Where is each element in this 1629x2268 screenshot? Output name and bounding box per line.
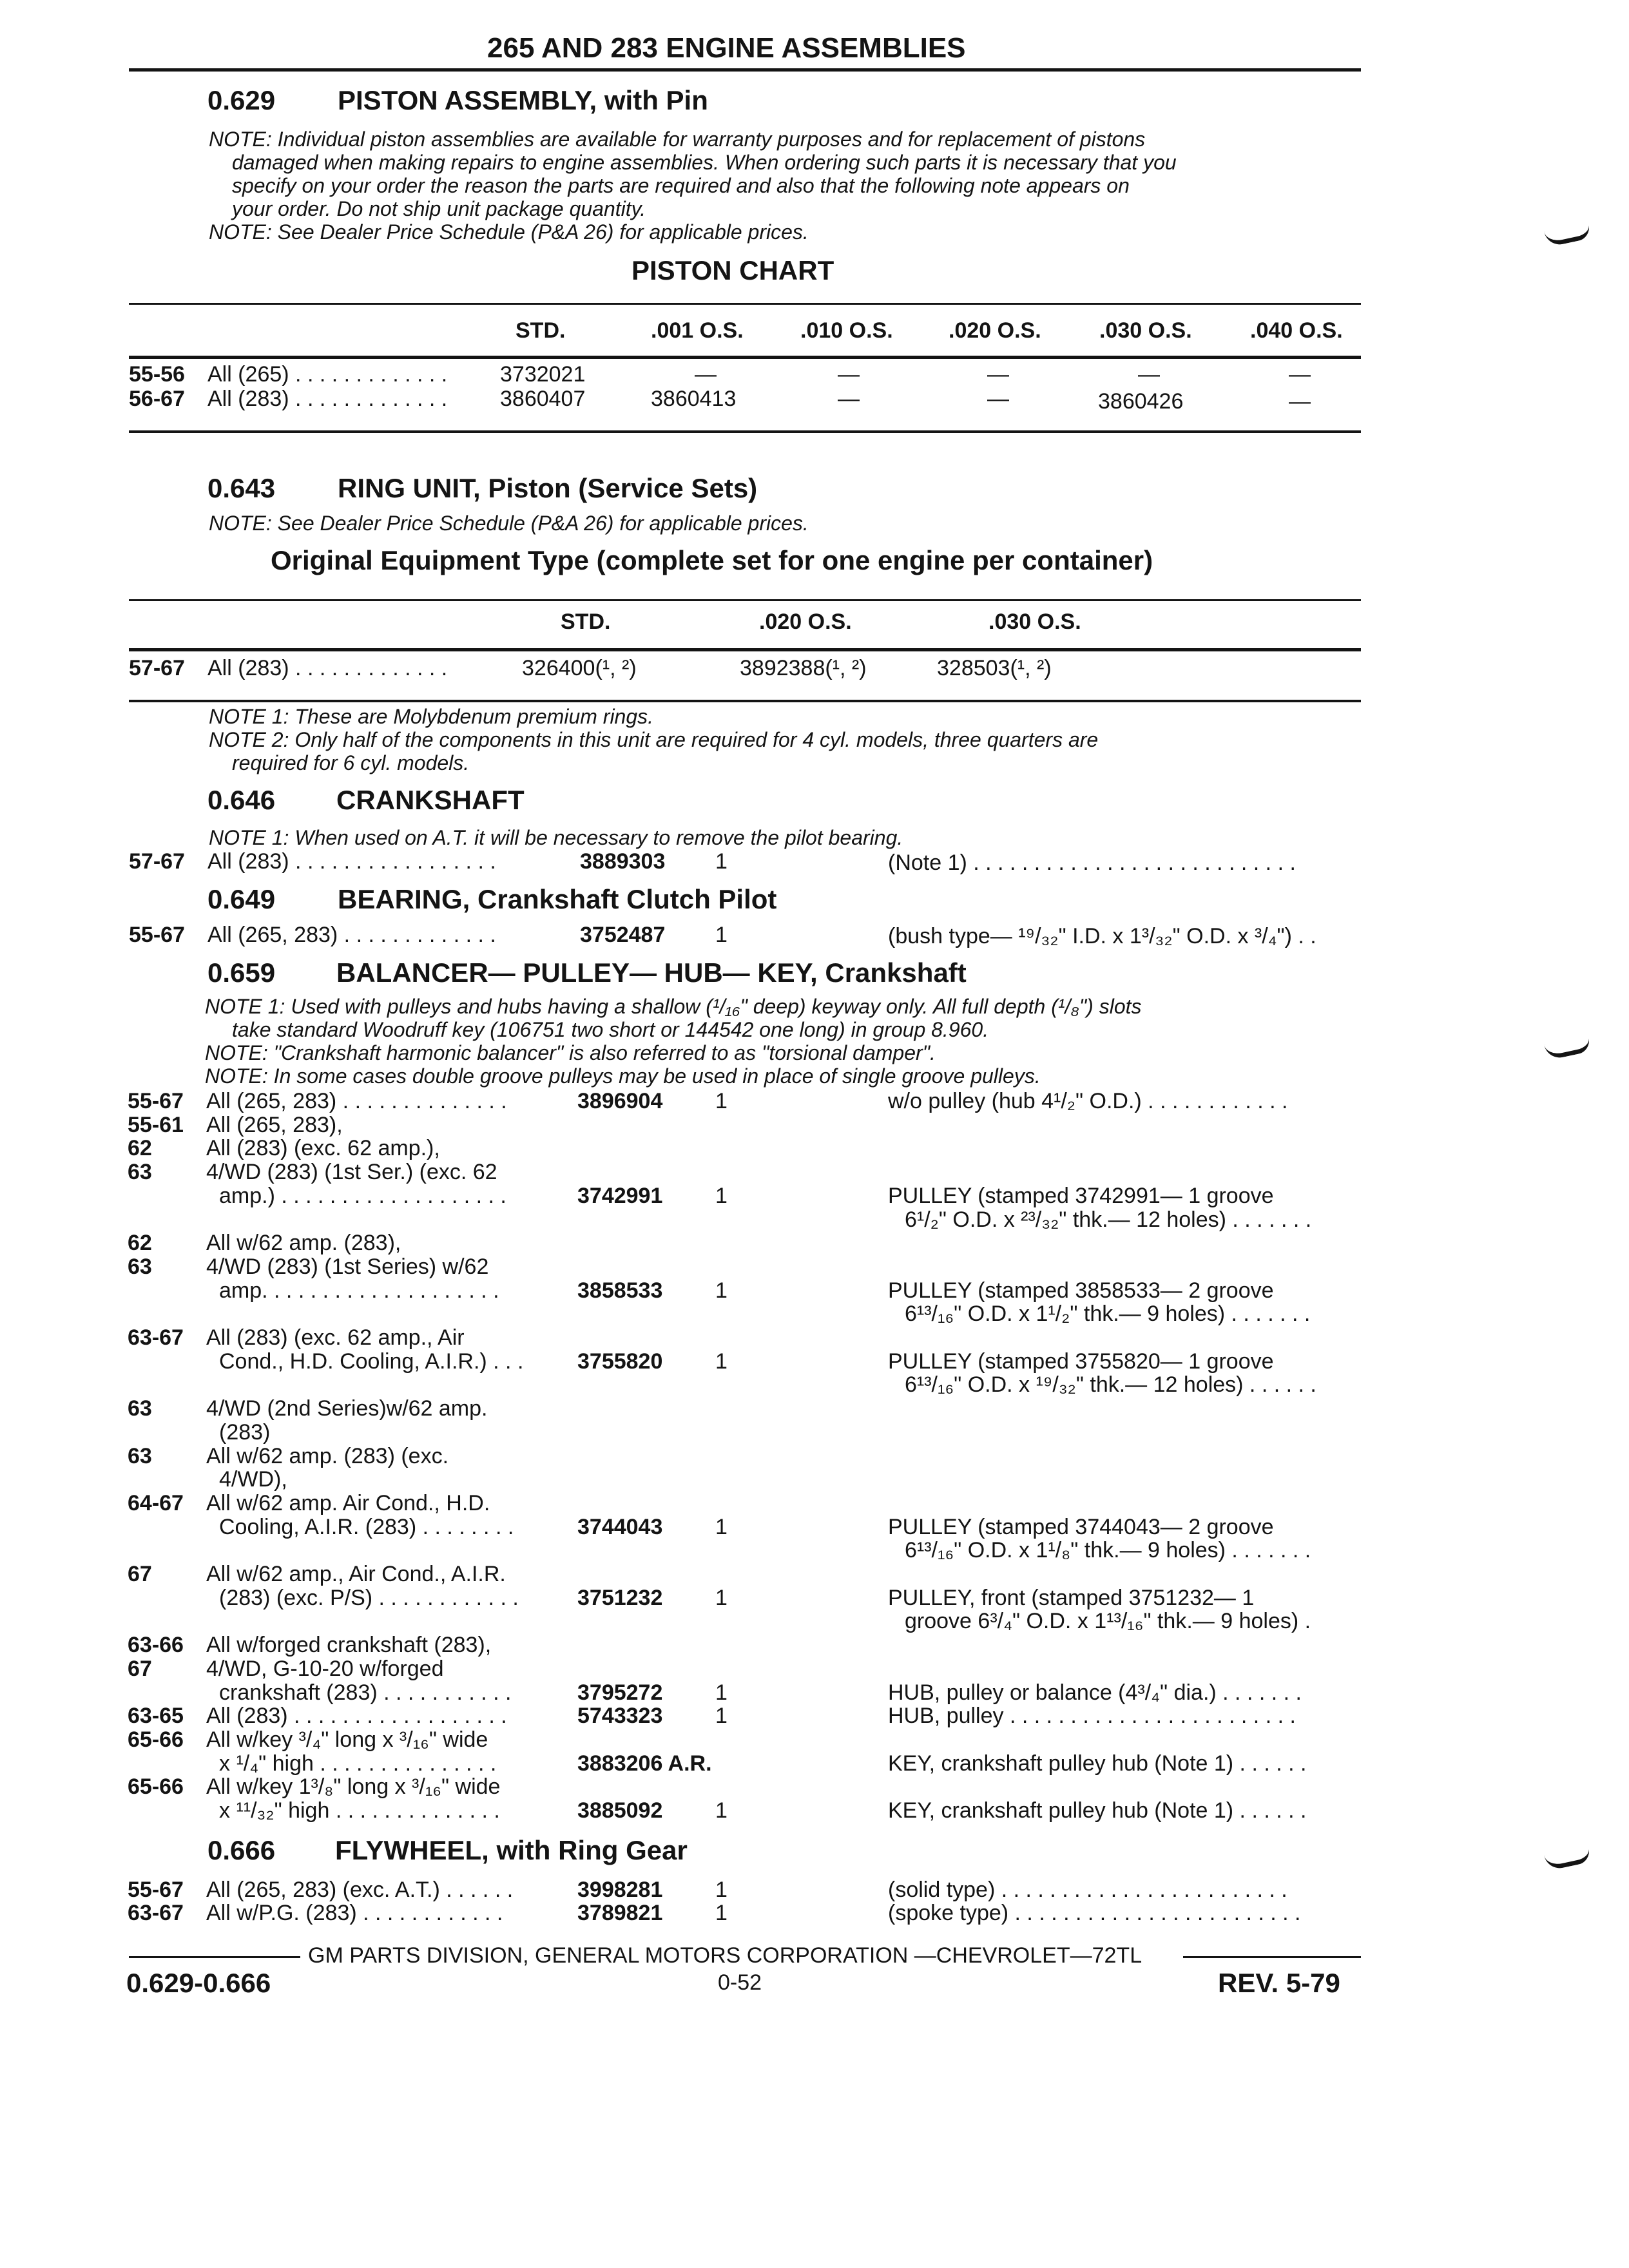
cell: 326400(¹, ²) (522, 656, 637, 680)
table-rule (129, 648, 1361, 651)
row-years: 55-67 (129, 923, 185, 947)
cell: — (1289, 389, 1311, 414)
row-desc: (283) (exc. P/S) . . . . . . . . . . . . (219, 1585, 519, 1610)
part-number: 3885092 (577, 1798, 663, 1823)
row-desc: Cooling, A.I.R. (283) . . . . . . . . (219, 1514, 514, 1539)
part-number: 3896904 (577, 1089, 663, 1113)
note-line: NOTE: Individual piston assemblies are available for warranty purposes and for replacement of pistons (209, 128, 1146, 151)
row-years: 56-67 (129, 387, 185, 411)
note-line: NOTE 1: When used on A.T. it will be necessary to remove the pilot bearing. (209, 826, 903, 849)
row-years: 65-66 (128, 1774, 184, 1800)
remark: KEY, crankshaft pulley hub (Note 1) . . . . . . (888, 1798, 1307, 1823)
table-rule (129, 356, 1361, 359)
part-number: 3751232 (577, 1585, 663, 1610)
quantity: 1 (715, 1278, 728, 1303)
row-years: 57-67 (129, 849, 185, 874)
row-desc: All (265, 283) . . . . . . . . . . . . . . (206, 1089, 507, 1113)
column-header: .010 O.S. (800, 318, 893, 343)
row-years: 64-67 (128, 1490, 184, 1515)
binder-mark (1544, 1846, 1592, 1871)
table-rule (129, 303, 1361, 305)
footer-publisher: GM PARTS DIVISION, GENERAL MOTORS CORPORATION —CHEVROLET—72TL (308, 1943, 1142, 1968)
row-desc: amp.) . . . . . . . . . . . . . . . . . . . (219, 1183, 506, 1208)
row-years: 63 (128, 1396, 152, 1421)
quantity: 1 (715, 1349, 728, 1374)
section-number-0643: 0.643 (207, 473, 276, 503)
remark: 6¹³/₁₆" O.D. x 1¹/₂" thk.— 9 holes) . . . . . . . (905, 1302, 1311, 1327)
section-number-0666: 0.666 (207, 1835, 276, 1865)
cell: 3732021 (500, 362, 586, 387)
row-desc: All (283) (exc. 62 amp., Air (206, 1325, 465, 1350)
quantity: 1 (715, 1089, 728, 1113)
row-years: 63-65 (128, 1704, 184, 1729)
remark: 6¹³/₁₆" O.D. x 1¹/₈" thk.— 9 holes) . . . . . . . (905, 1538, 1311, 1563)
remark: 6¹³/₁₆" O.D. x ¹⁹/₃₂" thk.— 12 holes) . . . . . . (905, 1372, 1316, 1398)
part-number: 3998281 (577, 1878, 663, 1902)
part-number: 3752487 (580, 923, 666, 947)
quantity: 1 (715, 1183, 728, 1208)
row-years: 63 (128, 1160, 152, 1185)
row-desc: All (265, 283) (exc. A.T.) . . . . . . (206, 1878, 514, 1902)
row-years: 63-67 (128, 1901, 184, 1925)
note-line: NOTE: See Dealer Price Schedule (P&A 26) for applicable prices. (209, 512, 809, 535)
row-desc: 4/WD (283) (1st Series) w/62 (206, 1254, 489, 1279)
section-title-0666: FLYWHEEL, with Ring Gear (335, 1835, 688, 1865)
note-line: NOTE 1: Used with pulleys and hubs having a shallow (¹/₁₆" deep) keyway only. All full depth (¹/₈") slots (205, 995, 1142, 1018)
remark: PULLEY (stamped 3742991— 1 groove (888, 1183, 1274, 1208)
ring-chart-title: Original Equipment Type (complete set for one engine per container) (271, 545, 1153, 575)
note-line: NOTE: "Crankshaft harmonic balancer" is also referred to as "torsional damper". (205, 1041, 936, 1064)
section-number-0646: 0.646 (207, 785, 276, 815)
note-line: specify on your order the reason the parts are required and also that the following note appears on (232, 174, 1130, 197)
row-desc: All (283) (exc. 62 amp.), (206, 1136, 440, 1161)
note-line: NOTE 2: Only half of the components in this unit are required for 4 cyl. models, three quarters are (209, 728, 1099, 751)
binder-mark (1544, 222, 1592, 247)
section-number-0629: 0.629 (207, 85, 276, 115)
cell: — (838, 362, 860, 387)
column-header: .020 O.S. (949, 318, 1041, 343)
remark: KEY, crankshaft pulley hub (Note 1) . . . . . . (888, 1751, 1307, 1776)
section-number-0649: 0.649 (207, 884, 276, 914)
section-number-0659: 0.659 (207, 957, 276, 988)
row-desc: All w/key 1³/₈" long x ³/₁₆" wide (206, 1774, 501, 1800)
binder-mark (1544, 1035, 1592, 1061)
remark: (solid type) . . . . . . . . . . . . . . . . . . . . . . . . (888, 1878, 1287, 1902)
section-title-0646: CRANKSHAFT (336, 785, 525, 815)
row-desc: Cond., H.D. Cooling, A.I.R.) . . . (219, 1349, 524, 1374)
cell: — (987, 387, 1009, 411)
row-desc: All (265, 283) . . . . . . . . . . . . . (207, 923, 496, 947)
quantity: 1 (715, 849, 728, 874)
page-title: 265 AND 283 ENGINE ASSEMBLIES (487, 32, 966, 64)
remark: (Note 1) . . . . . . . . . . . . . . . . . . . . . . . . . . . (888, 850, 1296, 875)
part-number: 3742991 (577, 1183, 663, 1208)
row-years: 63-66 (128, 1633, 184, 1658)
page-number: 0-52 (718, 1970, 762, 1995)
row-years: 57-67 (129, 656, 185, 680)
column-header: .020 O.S. (759, 610, 852, 634)
row-desc: All w/62 amp. (283) (exc. (206, 1443, 449, 1468)
row-desc: (283) (219, 1419, 271, 1445)
quantity: 1 (715, 1878, 728, 1902)
cell: — (1289, 362, 1311, 387)
column-header: STD. (516, 318, 566, 343)
remark: PULLEY, front (stamped 3751232— 1 (888, 1585, 1255, 1610)
section-title-0659: BALANCER— PULLEY— HUB— KEY, Crankshaft (336, 957, 967, 988)
remark: (spoke type) . . . . . . . . . . . . . . . . . . . . . . . . (888, 1901, 1301, 1925)
section-title-0643: RING UNIT, Piston (Service Sets) (338, 473, 758, 503)
part-number: 3858533 (577, 1278, 663, 1303)
footer-revision: REV. 5-79 (1218, 1968, 1340, 1998)
quantity: 1 (715, 1585, 728, 1610)
remark: (bush type— ¹⁹/₃₂" I.D. x 1³/₃₂" O.D. x ³/₄") . . (888, 924, 1316, 948)
row-years: 55-61 (128, 1112, 184, 1137)
quantity: 1 (715, 1514, 728, 1539)
row-years: 65-66 (128, 1727, 184, 1752)
row-desc: All (283) . . . . . . . . . . . . . . . . . (207, 849, 496, 874)
row-desc: crankshaft (283) . . . . . . . . . . . (219, 1680, 512, 1705)
quantity: 1 (715, 1680, 728, 1705)
row-years: 63 (128, 1443, 152, 1468)
cell: 3860426 (1098, 389, 1184, 414)
part-number: 3889303 (580, 849, 666, 874)
row-desc: amp. . . . . . . . . . . . . . . . . . . . (219, 1278, 499, 1303)
remark: HUB, pulley or balance (4³/₄" dia.) . . . . . . . (888, 1680, 1302, 1705)
remark: 6¹/₂" O.D. x ²³/₃₂" thk.— 12 holes) . . . . . . . (905, 1207, 1312, 1232)
part-number: 3795272 (577, 1680, 663, 1705)
row-desc: x ¹/₄" high . . . . . . . . . . . . . . . (219, 1751, 497, 1776)
remark: PULLEY (stamped 3858533— 2 groove (888, 1278, 1274, 1303)
row-desc: All (283) . . . . . . . . . . . . . . . . . . (206, 1704, 507, 1729)
part-number: 3744043 (577, 1514, 663, 1539)
column-header: STD. (561, 610, 611, 634)
row-desc: All (283) . . . . . . . . . . . . . (207, 656, 448, 680)
table-rule (129, 430, 1361, 433)
row-desc: All w/62 amp., Air Cond., A.I.R. (206, 1562, 506, 1586)
column-header: .030 O.S. (988, 610, 1081, 634)
row-years: 63-67 (128, 1325, 184, 1350)
row-years: 55-67 (128, 1878, 184, 1902)
cell: 3860413 (651, 387, 737, 411)
section-title-0649: BEARING, Crankshaft Clutch Pilot (338, 884, 777, 914)
note-line: NOTE 1: These are Molybdenum premium rings. (209, 705, 654, 728)
row-years: 62 (128, 1136, 152, 1161)
row-desc: 4/WD, G-10-20 w/forged (206, 1656, 444, 1681)
row-desc: 4/WD), (219, 1467, 287, 1492)
row-years: 67 (128, 1562, 152, 1586)
part-number: 3755820 (577, 1349, 663, 1374)
footer-rule-left (129, 1956, 300, 1958)
row-desc: All w/62 amp. Air Cond., H.D. (206, 1490, 490, 1515)
row-years: 67 (128, 1656, 152, 1681)
remark: groove 6³/₄" O.D. x 1¹³/₁₆" thk.— 9 holes) . (905, 1609, 1311, 1634)
footer-range: 0.629-0.666 (126, 1968, 271, 1998)
part-number: 5743323 (577, 1704, 663, 1729)
remark: HUB, pulley . . . . . . . . . . . . . . . . . . . . . . . . (888, 1704, 1296, 1729)
row-years: 62 (128, 1231, 152, 1256)
row-desc: All (265) . . . . . . . . . . . . . (207, 362, 448, 387)
remark: PULLEY (stamped 3755820— 1 groove (888, 1349, 1274, 1374)
row-years: 55-56 (129, 362, 185, 387)
cell: — (695, 362, 717, 387)
row-desc: 4/WD (2nd Series)w/62 amp. (206, 1396, 488, 1421)
note-line: damaged when making repairs to engine assemblies. When ordering such parts it is necessary that you (232, 151, 1177, 174)
row-desc: x ¹¹/₃₂" high . . . . . . . . . . . . . . (219, 1798, 500, 1823)
row-desc: All w/62 amp. (283), (206, 1231, 401, 1256)
row-years: 55-67 (128, 1089, 184, 1113)
cell: — (987, 362, 1009, 387)
note-line: take standard Woodruff key (106751 two short or 144542 one long) in group 8.960. (232, 1018, 989, 1041)
quantity: 1 (715, 1798, 728, 1823)
cell: 3892388(¹, ²) (740, 656, 867, 680)
cell: — (838, 387, 860, 411)
part-number: 3883206 A.R. (577, 1751, 712, 1776)
remark: PULLEY (stamped 3744043— 2 groove (888, 1514, 1274, 1539)
quantity: 1 (715, 1901, 728, 1925)
row-desc: All w/P.G. (283) . . . . . . . . . . . . (206, 1901, 503, 1925)
quantity: 1 (715, 1704, 728, 1729)
note-line: NOTE: In some cases double groove pulleys may be used in place of single groove pulleys. (205, 1064, 1041, 1088)
quantity: 1 (715, 923, 728, 947)
footer-rule-right (1183, 1956, 1361, 1958)
cell: 328503(¹, ²) (937, 656, 1052, 680)
row-desc: 4/WD (283) (1st Ser.) (exc. 62 (206, 1160, 497, 1185)
column-header: .030 O.S. (1099, 318, 1192, 343)
part-number: 3789821 (577, 1901, 663, 1925)
piston-chart-title: PISTON CHART (631, 255, 834, 285)
remark: w/o pulley (hub 4¹/₂" O.D.) . . . . . . . . . . . . (888, 1089, 1288, 1113)
row-years: 63 (128, 1254, 152, 1279)
section-title-0629: PISTON ASSEMBLY, with Pin (338, 85, 708, 115)
table-rule (129, 700, 1361, 702)
row-desc: All w/key ³/₄" long x ³/₁₆" wide (206, 1727, 488, 1752)
note-line: your order. Do not ship unit package quantity. (232, 197, 646, 220)
note-line: NOTE: See Dealer Price Schedule (P&A 26) for applicable prices. (209, 220, 809, 244)
header-rule (129, 68, 1361, 72)
row-desc: All (265, 283), (206, 1112, 343, 1137)
column-header: .001 O.S. (651, 318, 744, 343)
column-header: .040 O.S. (1250, 318, 1343, 343)
note-line: required for 6 cyl. models. (232, 751, 470, 774)
row-desc: All (283) . . . . . . . . . . . . . (207, 387, 448, 411)
cell: 3860407 (500, 387, 586, 411)
table-rule (129, 599, 1361, 601)
cell: — (1138, 362, 1160, 387)
row-desc: All w/forged crankshaft (283), (206, 1633, 492, 1658)
